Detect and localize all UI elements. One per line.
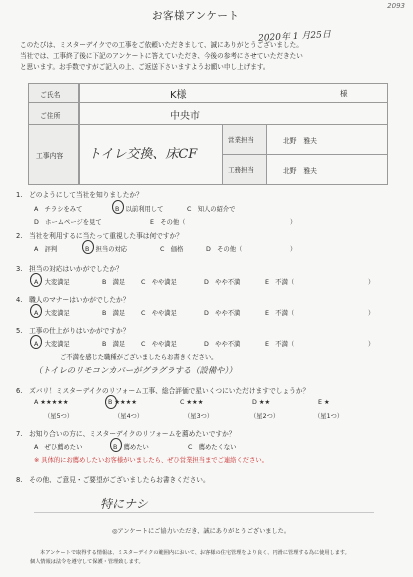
q7-option-a: A ぜひ薦めたい bbox=[34, 444, 83, 451]
q3-selected-mark bbox=[30, 273, 42, 287]
question-6: 6. ズバリ！ミスターデイクのリフォーム工事、総合評価で星いくつにいただけますでしょうか？ bbox=[16, 387, 310, 395]
q2-selected-mark bbox=[82, 240, 94, 254]
intro-line-3: と思います。お手数ですがご記入の上、ご返送下さいますようお願い申し上げます。 bbox=[20, 63, 270, 71]
q6-option-c: C ★★★ bbox=[180, 399, 204, 406]
q5-selected-mark bbox=[30, 335, 42, 349]
question-5: 5. 工事の仕上がりはいかがですか？ bbox=[16, 327, 130, 335]
q4-option-c: C やや満足 bbox=[141, 310, 177, 317]
q5-note: ご不満を感じた職種がございましたらお書きください。 bbox=[60, 354, 218, 361]
q8-line-1 bbox=[34, 512, 374, 513]
question-4: 4. 職人のマナーはいかがでしたか？ bbox=[16, 296, 130, 304]
document-number: 2093 bbox=[387, 2, 405, 10]
question-2: 2. 当社を利用するに当たって重視した事は何ですか？ bbox=[16, 232, 183, 240]
q1-option-c: C 知人の紹介で bbox=[187, 206, 236, 213]
q6-label-d: （星2つ） bbox=[250, 413, 280, 420]
name-value: K様 bbox=[170, 90, 187, 101]
construction-label: 工務担当 bbox=[228, 166, 254, 174]
work-label: 工事内容 bbox=[36, 152, 64, 160]
q1-option-e-close: ） bbox=[290, 219, 297, 226]
q5-option-e: E 不満（ bbox=[265, 341, 295, 348]
q4-selected-mark bbox=[30, 304, 42, 318]
q6-label-e: （星1つ） bbox=[314, 413, 344, 420]
q2-option-b: B 担当の対応 bbox=[85, 246, 128, 253]
q2-option-a: A 評判 bbox=[34, 246, 58, 253]
q6-option-a: A ★★★★★ bbox=[34, 399, 69, 406]
q2-option-c: C 価格 bbox=[160, 246, 184, 253]
q6-option-b: B ★★★★ bbox=[108, 399, 137, 406]
page-title: お客様アンケート bbox=[152, 10, 240, 22]
question-1: 1. どのようにして当社を知りましたか？ bbox=[16, 191, 143, 199]
handwritten-date: 2020年 1 月25日 bbox=[257, 30, 332, 44]
sales-value: 北野 雅夫 bbox=[283, 137, 317, 145]
construction-value: 北野 雅夫 bbox=[283, 167, 317, 175]
question-7: 7. お知り合いの方に、ミスターデイクのリフォームを薦めたいですか？ bbox=[16, 430, 236, 438]
q3-option-e-close: ） bbox=[368, 279, 375, 286]
q3-option-b: B 満足 bbox=[102, 279, 126, 286]
q5-handwritten-answer: （トイレのリモコンカバーがグラグラする（設備や）） bbox=[34, 365, 237, 375]
q3-option-e: E 不満（ bbox=[265, 279, 295, 286]
q4-option-e-close: ） bbox=[368, 310, 375, 317]
name-label: ご氏名 bbox=[40, 91, 61, 99]
q3-option-c: C やや満足 bbox=[141, 279, 177, 286]
q6-option-d: D ★★ bbox=[252, 399, 271, 406]
q6-label-b: （星4つ） bbox=[114, 413, 144, 420]
address-value: 中央市 bbox=[170, 111, 200, 122]
q7-option-b: B 薦めたい bbox=[113, 444, 149, 451]
intro-line-1: このたびは、ミスターデイクでの工事をご依頼いただきまして、誠にありがとうございました。 bbox=[20, 41, 303, 49]
q1-option-d: D ホームページを見て bbox=[34, 219, 102, 226]
footer-line-1: 本アンケートで取得する情報は、ミスターデイクの範囲内において、お客様の住宅管理をより良く、円滑に管理する為に使用します。 bbox=[40, 550, 350, 556]
question-3: 3. 担当の対応はいかがでしたか？ bbox=[16, 265, 123, 273]
q5-option-b: B 満足 bbox=[102, 341, 126, 348]
address-label: ご住所 bbox=[40, 112, 61, 120]
q2-option-d-close: ） bbox=[290, 246, 297, 253]
q7-selected-mark bbox=[110, 438, 122, 452]
q8-handwritten-answer: 特にナシ bbox=[100, 497, 148, 511]
q4-option-d: D やや不満 bbox=[204, 310, 241, 317]
q1-option-b: B 以前利用して bbox=[115, 206, 164, 213]
intro-line-2: 当社では、工事終了後に下記のアンケートに答えていただき、今後の参考にさせていただきたい bbox=[20, 52, 303, 60]
q1-option-a: A チラシをみて bbox=[34, 206, 83, 213]
thanks-message: ◎アンケートにご協力いただき、誠にありがとうございました。 bbox=[112, 528, 291, 535]
question-8: 8. その他、ご意見・ご要望がございましたらお書きください。 bbox=[16, 476, 210, 484]
q7-option-c: C 薦めたくない bbox=[188, 444, 237, 451]
q6-label-c: （星3つ） bbox=[184, 413, 214, 420]
q7-note: ※ 具体的にお薦めしたいお客様がいましたら、ぜひ営業担当までご連絡ください。 bbox=[34, 457, 268, 464]
q5-option-d: D やや不満 bbox=[204, 341, 241, 348]
q1-selected-mark bbox=[112, 200, 124, 214]
q4-option-b: B 満足 bbox=[102, 310, 126, 317]
work-value: トイレ交換、床CF bbox=[88, 147, 198, 162]
q6-label-a: （星5つ） bbox=[44, 413, 74, 420]
q6-selected-mark bbox=[105, 395, 117, 409]
q4-option-e: E 不満（ bbox=[265, 310, 295, 317]
name-suffix: 様 bbox=[340, 89, 348, 98]
q4-option-a: A 大変満足 bbox=[34, 310, 70, 317]
q6-option-e: E ★ bbox=[318, 399, 330, 406]
q3-option-a: A 大変満足 bbox=[34, 279, 70, 286]
q5-option-a: A 大変満足 bbox=[34, 341, 70, 348]
footer-line-2: 個人情報は法令を遵守して保護・管理致します。 bbox=[30, 559, 144, 565]
q1-option-e: E その他（ bbox=[150, 219, 186, 226]
q5-option-c: C やや満足 bbox=[141, 341, 177, 348]
q3-option-d: D やや不満 bbox=[204, 279, 241, 286]
q2-option-d: D その他（ bbox=[206, 246, 243, 253]
sales-label: 営業担当 bbox=[228, 136, 254, 144]
q5-option-e-close: ） bbox=[368, 341, 375, 348]
